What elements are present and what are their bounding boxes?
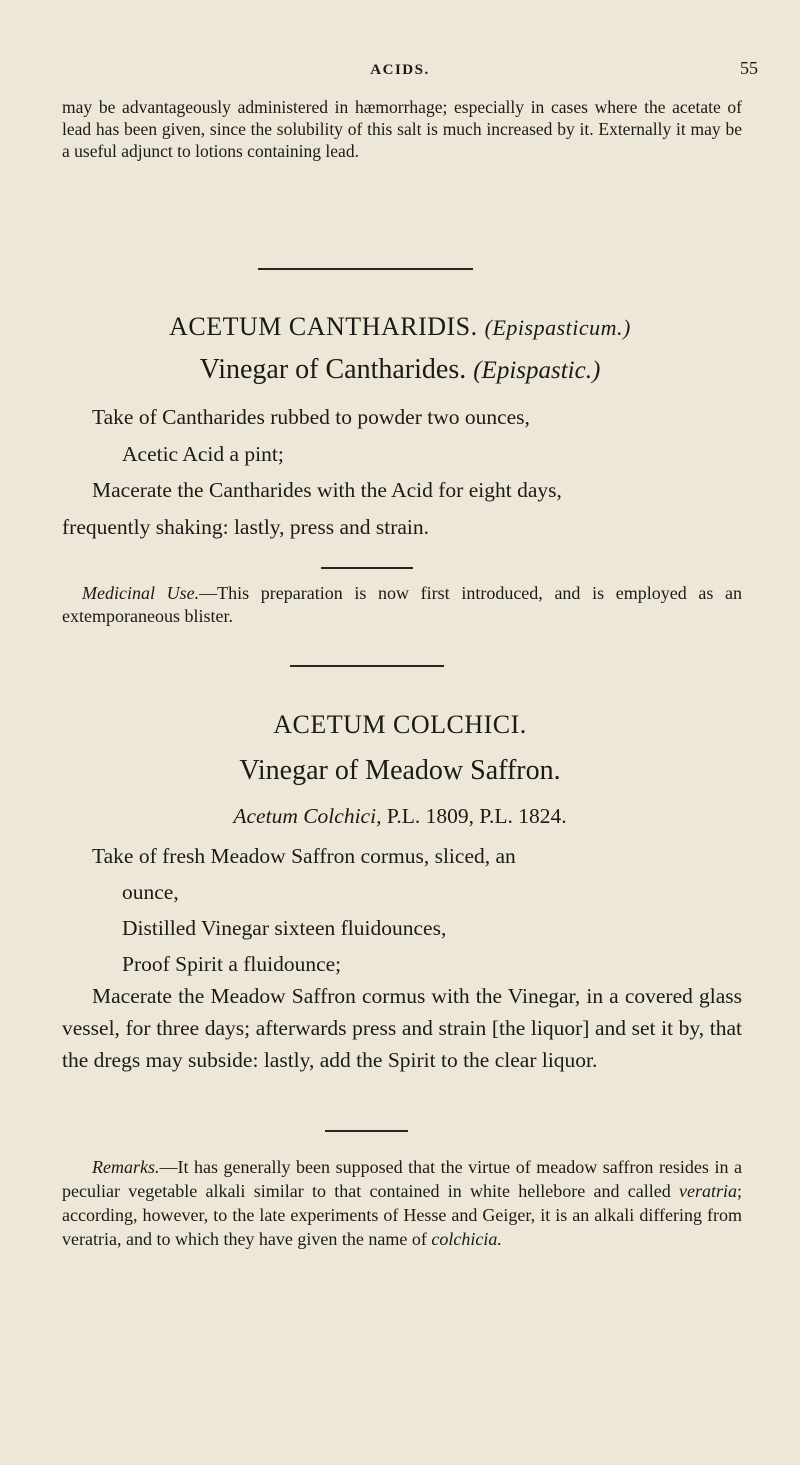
section-subtitle-text: Vinegar of Cantharides.: [199, 354, 467, 385]
recipe-line: Take of fresh Meadow Saffron cormus, sliced, an: [92, 844, 516, 868]
short-divider: [325, 1130, 408, 1132]
section-subtitle: Vinegar of Meadow Saffron.: [239, 755, 561, 786]
intro-paragraph: may be advantageously administered in hæmorrhage; especially in cases where the acetate of lead has been given, since the solubility of this salt is much increased by it. Externally it may be a useful adjunct to lotions containing lead.: [62, 97, 742, 161]
remarks-paragraph: [62, 1155, 742, 1251]
section-divider: [258, 268, 473, 270]
section-subtitle: [0, 354, 800, 386]
remarks-italic-2: colchicia.: [431, 1229, 502, 1249]
recipe-line: Distilled Vinegar sixteen fluidounces,: [122, 916, 447, 940]
recipe-line: frequently shaking: lastly, press and strain.: [62, 515, 430, 539]
medicinal-use-note: [62, 582, 742, 628]
note-label: Medicinal Use.: [82, 583, 200, 603]
section-subtitle-latin: (Epispastic.): [473, 357, 601, 384]
remarks-text-1: —It has generally been supposed that the virtue of meadow saffron resides in a peculiar vegetable alkali similar to that contained in white hellebore and called: [62, 1157, 742, 1201]
section-divider: [290, 665, 444, 667]
short-divider: [321, 567, 413, 569]
remarks-italic-1: veratria: [678, 1181, 737, 1201]
source-citation: [0, 804, 800, 829]
section-title-text: ACETUM CANTHARIDIS.: [169, 312, 478, 341]
page-number: 55: [740, 58, 758, 78]
recipe-line: Take of Cantharides rubbed to powder two ounces,: [92, 405, 530, 429]
section-title-latin: (Epispasticum.): [484, 315, 631, 340]
remarks-label: Remarks.: [92, 1157, 160, 1177]
note-text: —This preparation is now first introduced, and is employed as an extemporaneous blister.: [62, 583, 742, 626]
section-title: [0, 312, 800, 342]
recipe-line: ounce,: [122, 880, 179, 904]
directions-paragraph: Macerate the Meadow Saffron cormus with the Vinegar, in a covered glass vessel, for three days; afterwards press and strain [the liquor] and set it by, that the dregs may subside: lastly, add the Spirit to the clear liquor.: [62, 984, 742, 1072]
recipe-line: Proof Spirit a fluidounce;: [122, 952, 342, 976]
running-head: ACIDS.: [370, 62, 430, 78]
section-title: ACETUM COLCHICI.: [273, 710, 527, 739]
recipe-line: Acetic Acid a pint;: [122, 442, 284, 466]
recipe-line: Macerate the Cantharides with the Acid for eight days,: [92, 478, 562, 502]
remarks-text-2: ; according, however, to the late experiments of Hesse and Geiger, it is an alkali differing from veratria, and to which they have given the name of: [62, 1181, 742, 1249]
source-citation-italic: Acetum Colchici,: [233, 804, 382, 828]
source-citation-text: P.L. 1809, P.L. 1824.: [386, 804, 567, 828]
